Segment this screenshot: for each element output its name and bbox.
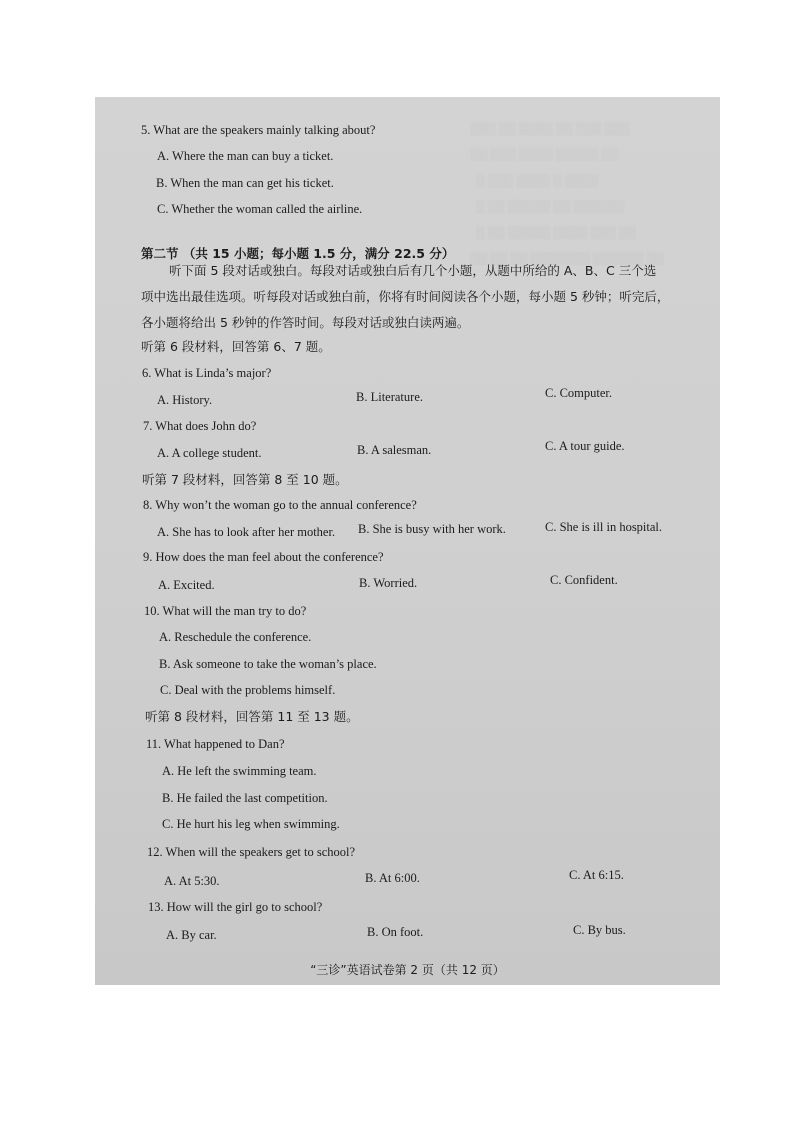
q6-option-a: A. History. bbox=[157, 393, 213, 407]
q8-option-b: B. She is busy with her work. bbox=[358, 522, 506, 536]
q5-option-b: B. When the man can get his ticket. bbox=[156, 176, 334, 190]
bleed-through-text: ░░░ ░░ ░░░░ ░░ ░░░ ░░░ ░░ ░░░ ░░░░ ░░░░░ ░░ ░ ░░░ ░░░░ ░ ░░░░ ░ ░░ ░░░░░ ░░ ░░░░░░ ░ ░░ ░░░░░ ░░░░ ░░░ ░░ ░░ ░░ ░░ ░░░░░░░ ░░░░░░ ░░ bbox=[470, 121, 664, 265]
page-footer: “三诊”英语试卷第 2 页（共 12 页） bbox=[310, 963, 505, 977]
q13-option-c: C. By bus. bbox=[573, 923, 626, 937]
q11-option-b: B. He failed the last competition. bbox=[162, 791, 328, 805]
q12-option-b: B. At 6:00. bbox=[365, 871, 420, 885]
q5-option-a: A. Where the man can buy a ticket. bbox=[157, 149, 334, 163]
instructions-line-3: 各小题将给出 5 秒钟的作答时间。每段对话或独白读两遍。 bbox=[141, 315, 470, 330]
q10-option-c: C. Deal with the problems himself. bbox=[160, 683, 336, 697]
q10-option-a: A. Reschedule the conference. bbox=[159, 630, 312, 644]
q7-option-c: C. A tour guide. bbox=[545, 439, 625, 453]
question-8: 8. Why won’t the woman go to the annual conference? bbox=[143, 498, 417, 512]
q8-option-a: A. She has to look after her mother. bbox=[157, 525, 336, 539]
material-6-heading: 听第 6 段材料，回答第 6、7 题。 bbox=[141, 339, 331, 354]
q12-option-c: C. At 6:15. bbox=[569, 868, 624, 882]
q7-option-a: A. A college student. bbox=[157, 446, 262, 460]
section-2-heading: 第二节 （共 15 小题；每小题 1.5 分，满分 22.5 分） bbox=[141, 246, 455, 261]
q10-option-b: B. Ask someone to take the woman’s place. bbox=[159, 657, 377, 671]
q6-option-c: C. Computer. bbox=[545, 386, 613, 400]
instructions-line-1: 听下面 5 段对话或独白。每段对话或独白后有几个小题，从题中所给的 A、B、C 三个选 bbox=[169, 263, 657, 278]
q13-option-a: A. By car. bbox=[166, 928, 217, 942]
question-12: 12. When will the speakers get to school? bbox=[147, 845, 356, 859]
question-5: 5. What are the speakers mainly talking about? bbox=[141, 123, 376, 137]
q6-option-b: B. Literature. bbox=[356, 390, 423, 404]
q11-option-c: C. He hurt his leg when swimming. bbox=[162, 817, 340, 831]
question-11: 11. What happened to Dan? bbox=[146, 737, 285, 751]
q9-option-c: C. Confident. bbox=[550, 573, 618, 587]
q9-option-b: B. Worried. bbox=[359, 576, 418, 590]
q11-option-a: A. He left the swimming team. bbox=[162, 764, 317, 778]
q8-option-c: C. She is ill in hospital. bbox=[545, 520, 663, 534]
q13-option-b: B. On foot. bbox=[367, 925, 424, 939]
question-10: 10. What will the man try to do? bbox=[144, 604, 307, 618]
question-6: 6. What is Linda’s major? bbox=[142, 366, 272, 380]
question-9: 9. How does the man feel about the conference? bbox=[143, 550, 384, 564]
q7-option-b: B. A salesman. bbox=[357, 443, 432, 457]
q9-option-a: A. Excited. bbox=[158, 578, 215, 592]
question-7: 7. What does John do? bbox=[143, 419, 257, 433]
material-8-heading: 听第 8 段材料，回答第 11 至 13 题。 bbox=[145, 709, 359, 724]
q12-option-a: A. At 5:30. bbox=[164, 874, 220, 888]
material-7-heading: 听第 7 段材料，回答第 8 至 10 题。 bbox=[142, 472, 348, 487]
q5-option-c: C. Whether the woman called the airline. bbox=[157, 202, 363, 216]
question-13: 13. How will the girl go to school? bbox=[148, 900, 323, 914]
exam-page bbox=[95, 97, 720, 985]
instructions-line-2: 项中选出最佳选项。听每段对话或独白前，你将有时间阅读各个小题，每小题 5 秒钟；听完后， bbox=[141, 289, 670, 304]
